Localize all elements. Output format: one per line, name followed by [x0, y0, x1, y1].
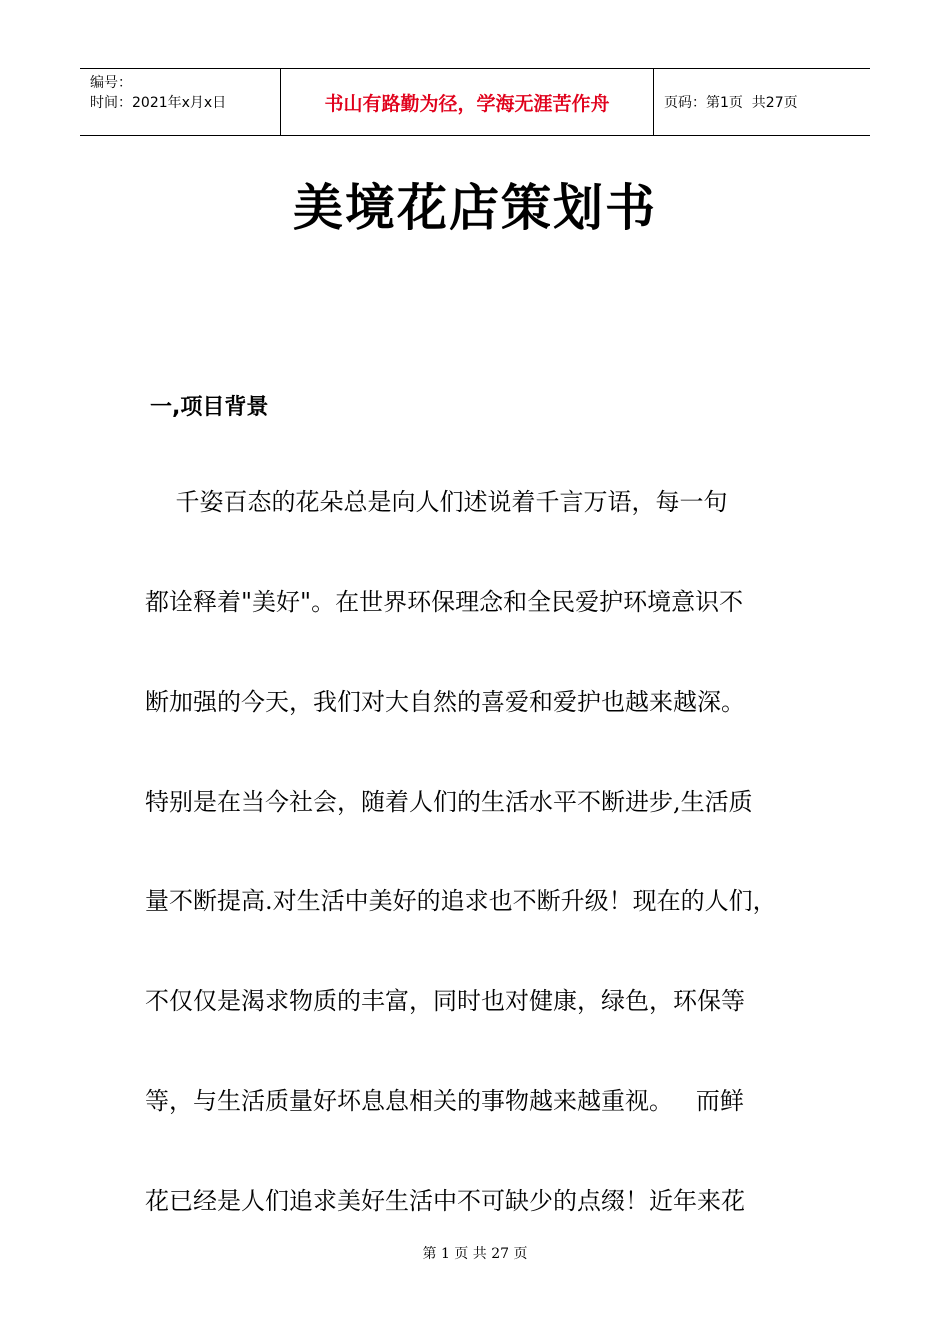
body-line: 都诠释着"美好"。在世界环保理念和全民爱护环境意识不 — [145, 588, 744, 616]
body-line: 等，与生活质量好坏息息相关的事物越来越重视。 而鲜 — [145, 1087, 744, 1115]
body-line: 花已经是人们追求美好生活中不可缺少的点缀！近年来花 — [145, 1187, 745, 1215]
document-title: 美境花店策划书 — [293, 179, 657, 237]
header-motto: 书山有路勤为径，学海无涯苦作舟 — [280, 69, 654, 135]
header-meta — [80, 69, 280, 135]
header-page-info: 页码：第1页 共27页 — [664, 95, 798, 111]
document-date: 时间：2021年x月x日 — [90, 95, 227, 111]
section-heading: 一,项目背景 — [150, 395, 269, 420]
body-line: 量不断提高.对生活中美好的追求也不断升级！现在的人们， — [145, 887, 777, 915]
body-line: 不仅仅是渴求物质的丰富，同时也对健康，绿色，环保等 — [145, 987, 745, 1015]
body-line: 断加强的今天，我们对大自然的喜爱和爱护也越来越深。 — [145, 688, 745, 716]
body-line: 千姿百态的花朵总是向人们述说着千言万语，每一句 — [145, 488, 728, 516]
body-line: 特别是在当今社会，随着人们的生活水平不断进步,生活质 — [145, 788, 753, 816]
page-footer: 第 1 页 共 27 页 — [422, 1246, 528, 1262]
document-number-label: 编号： — [90, 75, 132, 91]
page-header — [80, 68, 870, 136]
